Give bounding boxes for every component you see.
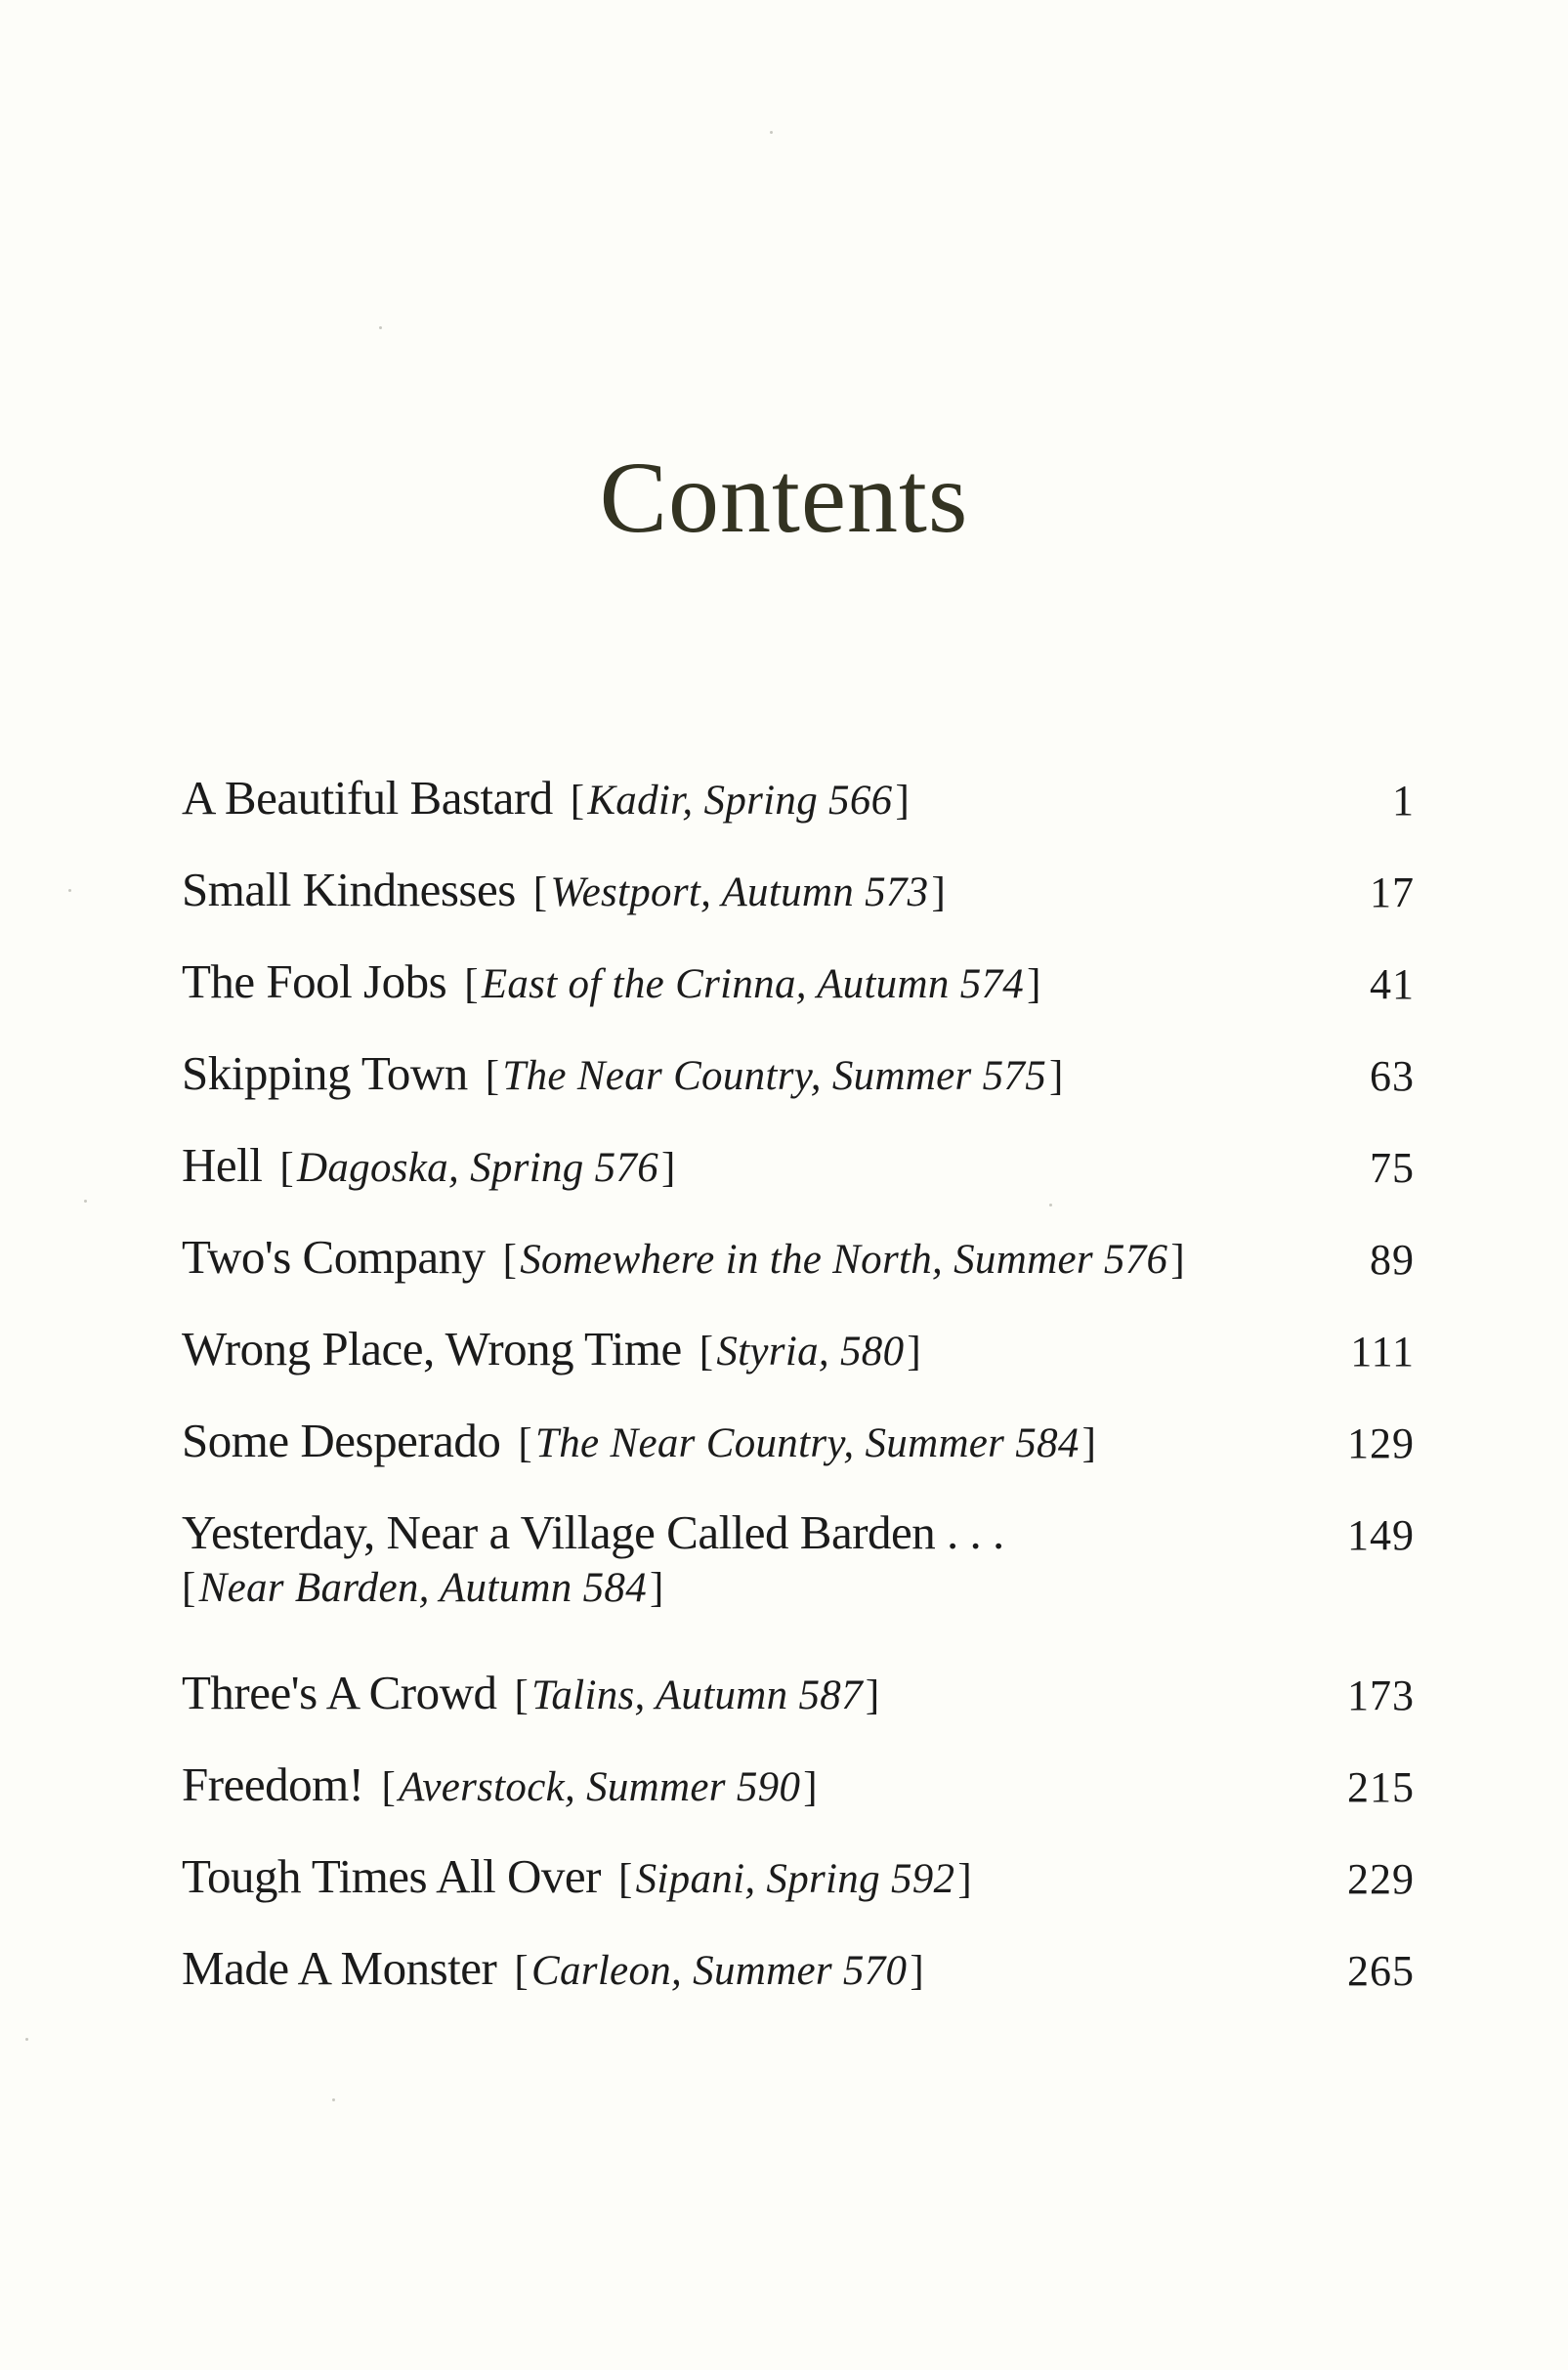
page-number: 17 xyxy=(1370,868,1415,916)
chapter-setting: [ Somewhere in the North, Summer 576 ] xyxy=(503,1237,1185,1283)
chapter-setting: [ Carleon, Summer 570 ] xyxy=(514,1948,924,1994)
page-number: 63 xyxy=(1370,1052,1415,1100)
paper-speck xyxy=(332,2098,335,2101)
page-number: 89 xyxy=(1370,1236,1415,1284)
paper-speck xyxy=(770,131,773,134)
page-number: 75 xyxy=(1370,1144,1415,1192)
toc-entry xyxy=(182,854,1415,946)
paper-speck xyxy=(25,2038,28,2041)
toc-entry xyxy=(182,1129,1415,1221)
toc-entry xyxy=(182,1497,1415,1657)
chapter-title: Three's A Crowd xyxy=(182,1666,497,1719)
chapter-setting: [ Talins, Autumn 587 ] xyxy=(515,1672,880,1718)
chapter-setting: [ Westport, Autumn 573 ] xyxy=(533,869,946,915)
chapter-title: Tough Times All Over xyxy=(182,1849,601,1903)
paper-speck xyxy=(84,1200,87,1203)
page-number: 111 xyxy=(1350,1328,1415,1375)
toc-entry xyxy=(182,1749,1415,1841)
chapter-title: Freedom! xyxy=(182,1757,364,1811)
chapter-setting: [ Sipani, Spring 592 ] xyxy=(618,1856,972,1902)
paper-speck xyxy=(379,326,382,329)
page-number: 265 xyxy=(1347,1947,1415,1995)
page-number: 129 xyxy=(1347,1419,1415,1467)
chapter-setting: [ The Near Country, Summer 584 ] xyxy=(518,1420,1096,1466)
table-of-contents xyxy=(182,762,1415,2024)
page-title: Contents xyxy=(599,442,969,554)
chapter-title: Wrong Place, Wrong Time xyxy=(182,1322,682,1375)
chapter-title: Small Kindnesses xyxy=(182,863,516,916)
page-number: 41 xyxy=(1370,960,1415,1008)
toc-entry xyxy=(182,1221,1415,1313)
page-number: 149 xyxy=(1347,1511,1415,1559)
chapter-title: Skipping Town xyxy=(182,1046,468,1100)
toc-entry xyxy=(182,762,1415,854)
chapter-title: Two's Company xyxy=(182,1230,486,1284)
toc-entry xyxy=(182,1841,1415,1932)
chapter-title: Some Desperado xyxy=(182,1414,501,1467)
chapter-title: Made A Monster xyxy=(182,1941,497,1995)
chapter-setting: [ Near Barden, Autumn 584 ] xyxy=(182,1565,1415,1611)
chapter-title: Hell xyxy=(182,1138,263,1192)
toc-entry xyxy=(182,946,1415,1037)
page-number: 1 xyxy=(1392,777,1415,825)
chapter-title: The Fool Jobs xyxy=(182,954,447,1008)
chapter-setting: [ Dagoska, Spring 576 ] xyxy=(279,1145,675,1191)
chapter-setting: [ The Near Country, Summer 575 ] xyxy=(486,1053,1064,1099)
page-number: 215 xyxy=(1347,1763,1415,1811)
chapter-title: A Beautiful Bastard xyxy=(182,771,553,825)
chapter-title: Yesterday, Near a Village Called Barden . . . xyxy=(182,1505,1004,1559)
toc-entry xyxy=(182,1932,1415,2024)
chapter-setting: [ Styria, 580 ] xyxy=(699,1329,921,1375)
chapter-setting: [ East of the Crinna, Autumn 574 ] xyxy=(464,961,1041,1007)
toc-entry xyxy=(182,1405,1415,1497)
toc-entry xyxy=(182,1657,1415,1749)
page-number: 229 xyxy=(1347,1855,1415,1903)
toc-entry xyxy=(182,1037,1415,1129)
toc-entry xyxy=(182,1313,1415,1405)
chapter-setting: [ Kadir, Spring 566 ] xyxy=(571,778,910,824)
paper-speck xyxy=(68,889,71,892)
chapter-setting: [ Averstock, Summer 590 ] xyxy=(382,1764,818,1810)
page-number: 173 xyxy=(1347,1672,1415,1719)
